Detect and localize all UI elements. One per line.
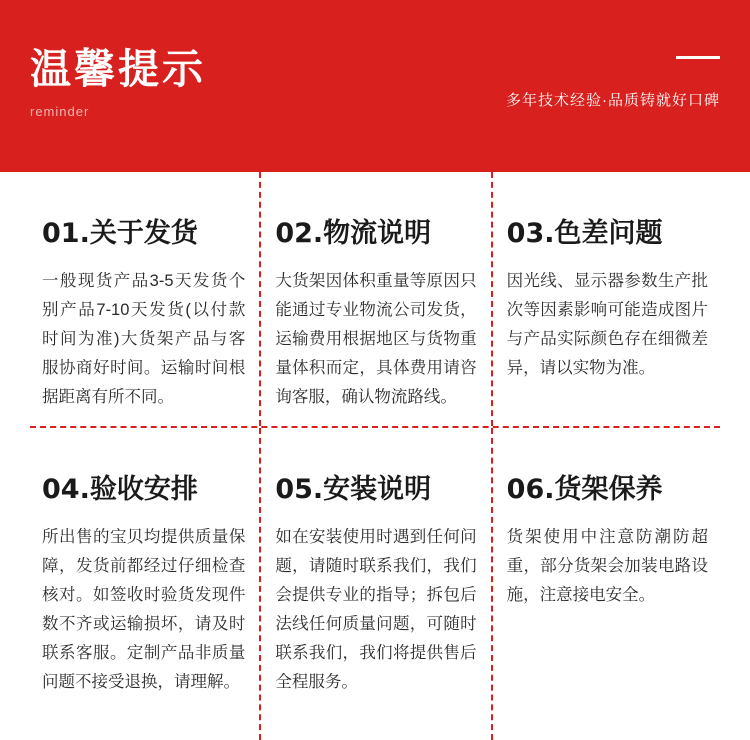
banner-left-block [30, 46, 206, 119]
tips-grid [0, 172, 750, 740]
tip-body-01: 一般现货产品3-5天发货个别产品7-10天发货(以付款时间为准)大货架产品与客服协商好时间。运输时间根据距离有所不同。 [42, 272, 246, 406]
tip-heading-01: 关于发货 [89, 218, 198, 248]
banner-slogan: 多年技术经验·品质铸就好口碑 [506, 92, 720, 109]
tip-card-01 [28, 172, 259, 426]
tips-row-bottom [28, 428, 722, 740]
tip-body-04: 所出售的宝贝均提供质量保障，发货前都经过仔细检查核对。如签收时验货发现件数不齐或运输损坏，请及时联系客服。定制产品非质量问题不接受退换，请理解。 [42, 528, 246, 691]
banner-right-block [506, 56, 720, 110]
banner-content [30, 0, 720, 172]
tip-title-02 [275, 216, 476, 251]
tip-card-06 [491, 428, 722, 740]
header-banner [0, 0, 750, 172]
tip-body-05: 如在安装使用时遇到任何问题，请随时联系我们，我们会提供专业的指导；拆包后法线任何质量问题，可随时联系我们，我们将提供售后全程服务。 [275, 528, 477, 691]
tip-title-06 [507, 472, 708, 507]
tip-heading-03: 色差问题 [554, 218, 663, 248]
tip-title-04 [42, 472, 245, 507]
divider-dash-icon [676, 56, 720, 59]
tip-number-03: 03. [506, 218, 555, 249]
tip-title-03 [507, 216, 708, 251]
tip-number-05: 05. [275, 474, 324, 505]
tip-heading-04: 验收安排 [89, 474, 198, 504]
tip-heading-05: 安装说明 [323, 474, 432, 504]
tip-body-06: 货架使用中注意防潮防超重，部分货架会加装电路设施，注意接电安全。 [506, 528, 708, 604]
page-title: 温馨提示 [30, 46, 206, 92]
tip-card-03 [491, 172, 722, 426]
tip-number-06: 06. [506, 474, 555, 505]
tip-number-02: 02. [275, 218, 324, 249]
tip-title-05 [275, 472, 476, 507]
tip-number-04: 04. [42, 474, 90, 505]
tip-number-01: 01. [42, 218, 90, 249]
tip-body-03: 因光线、显示器参数生产批次等因素影响可能造成图片与产品实际颜色存在细微差异，请以实物为准。 [506, 272, 708, 377]
page-subtitle: reminder [30, 104, 90, 119]
tips-row-top [28, 172, 722, 426]
tip-card-02 [259, 172, 490, 426]
tip-card-05 [259, 428, 490, 740]
tip-heading-02: 物流说明 [323, 218, 432, 248]
tip-body-02: 大货架因体积重量等原因只能通过专业物流公司发货，运输费用根据地区与货物重量体积而定，具体费用请咨询客服，确认物流路线。 [275, 272, 477, 406]
tip-title-01 [42, 216, 245, 251]
tip-card-04 [28, 428, 259, 740]
tip-heading-06: 货架保养 [554, 474, 663, 504]
